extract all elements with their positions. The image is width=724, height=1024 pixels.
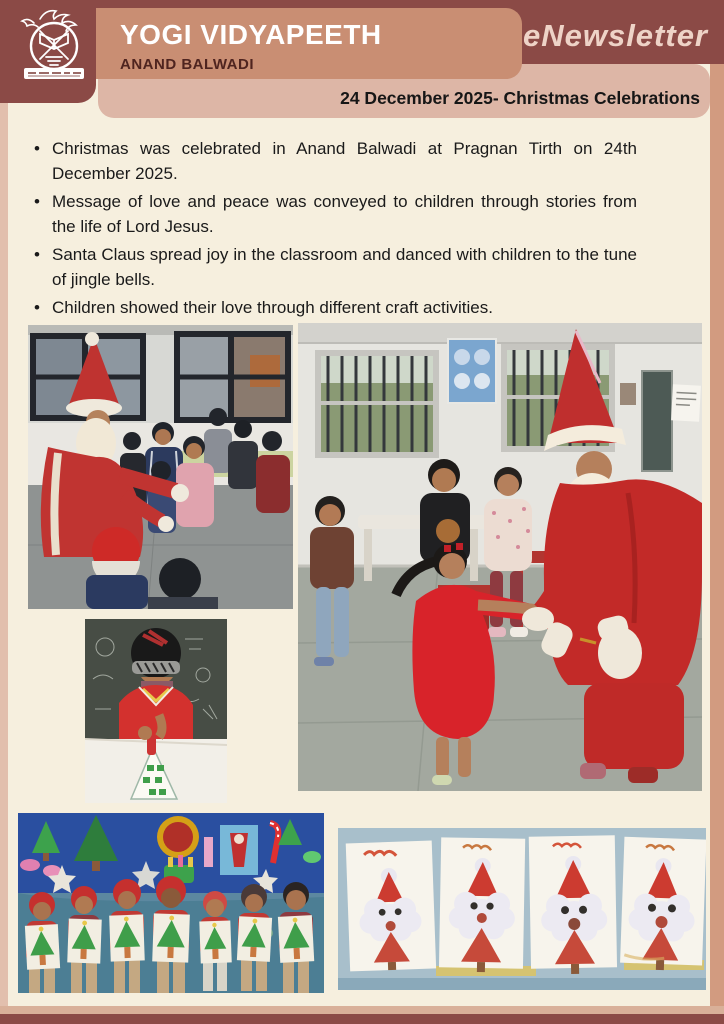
- bottom-edge-strip: [0, 1006, 724, 1014]
- title-box: [70, 8, 522, 79]
- photo-children-holding-drawings: [18, 813, 324, 993]
- bullet-item: • Children showed their love through different craft activities.: [32, 295, 637, 320]
- photo-santa-dancing-with-girl: [298, 323, 702, 791]
- news-bullet-list: [32, 136, 680, 323]
- date-banner-title: 24 December 2025- Christmas Celebrations: [340, 88, 700, 108]
- org-name: YOGI VIDYAPEETH: [120, 19, 382, 50]
- right-edge-strip: [710, 64, 724, 1014]
- bullet-item: • Santa Claus spread joy in the classroom and danced with children to the tune of jingle bells.: [32, 242, 637, 292]
- newsletter-label: eNewsletter: [522, 18, 708, 53]
- left-edge-strip: [0, 103, 8, 1014]
- photo-boy-craft-table: [85, 619, 227, 803]
- bullet-item: • Message of love and peace was conveyed to children through stories from the life of Lord Jesus.: [32, 189, 637, 239]
- footer-bar: [0, 1014, 724, 1024]
- photo-santa-greeting-children: [28, 325, 293, 609]
- bullet-item: • Christmas was celebrated in Anand Balwadi at Pragnan Tirth on 24th December 2025.: [32, 136, 637, 186]
- photo-santa-face-crafts: [338, 828, 706, 990]
- doves-and-book-emblem-icon: [10, 3, 98, 81]
- org-subtitle: ANAND BALWADI: [120, 56, 254, 73]
